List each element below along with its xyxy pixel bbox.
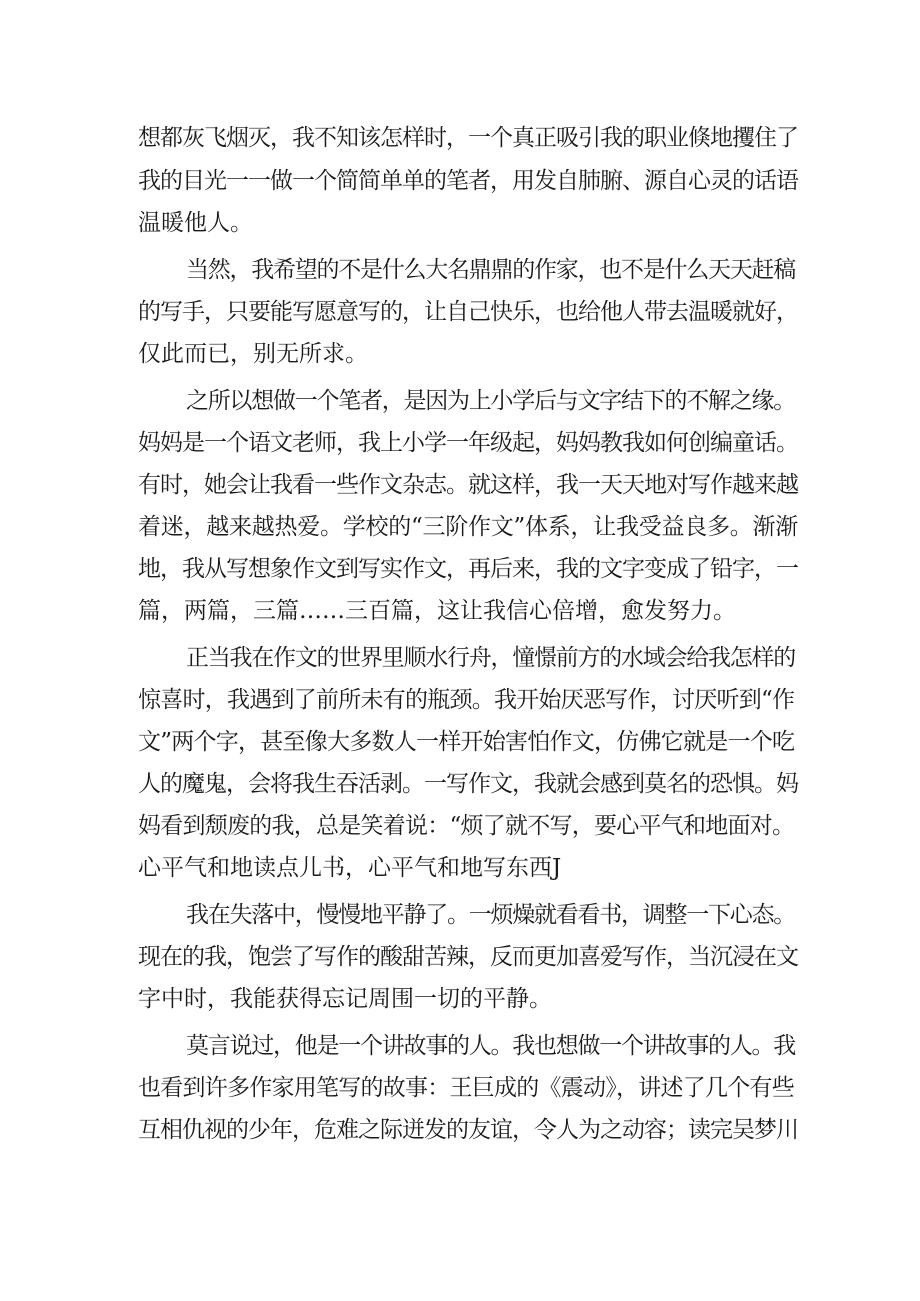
text-line: 互相仇视的少年，危难之际迸发的友谊，令人为之动容；读完吴梦川	[138, 1117, 798, 1143]
text-line: 我的目光一一做一个简简单单的笔者，用发自肺腑、源自心灵的话语	[138, 168, 798, 194]
text-line: 文”两个字，甚至像大多数人一样开始害怕作文，仿佛它就是一个吃	[138, 729, 795, 755]
text-line: 着迷，越来越热爱。学校的“三阶作文”体系，让我受益良多。渐渐	[138, 514, 799, 540]
text-line: 人的魔鬼，会将我生吞活剥。一写作文，我就会感到莫名的恐惧。妈	[138, 771, 798, 797]
text-line: 之所以想做一个笔者，是因为上小学后与文字结下的不解之缘。	[186, 388, 795, 414]
text-line: 想都灰飞烟灭，我不知该怎样时，一个真正吸引我的职业倏地攫住了	[138, 125, 798, 151]
text-line: 当然，我希望的不是什么大名鼎鼎的作家，也不是什么天天赶稿	[186, 257, 795, 283]
text-line: 有时，她会让我看一些作文杂志。就这样，我一天天地对写作越来越	[138, 472, 798, 498]
text-line: 篇，两篇，三篇……三百篇，这让我信心倍增，愈发努力。	[138, 598, 736, 624]
text-line: 温暖他人。	[138, 210, 253, 236]
text-line: 心平气和地读点儿书，心平气和地写东西J	[138, 855, 562, 881]
text-line: 我在失落中，慢慢地平静了。一烦燥就看看书，调整一下心态。	[186, 902, 795, 928]
text-line: 的写手，只要能写愿意写的，让自己快乐，也给他人带去温暖就好，	[138, 299, 798, 325]
text-line: 惊喜时，我遇到了前所未有的瓶颈。我开始厌恶写作，讨厌听到“作	[138, 687, 795, 713]
text-line: 妈妈是一个语文老师，我上小学一年级起，妈妈教我如何创编童话。	[138, 430, 798, 456]
text-line: 仅此而已，别无所求。	[138, 341, 368, 367]
text-line: 莫言说过，他是一个讲故事的人。我也想做一个讲故事的人。我	[186, 1033, 795, 1059]
text-line: 现在的我，饱尝了写作的酸甜苦辣，反而更加喜爱写作，当沉浸在文	[138, 944, 798, 970]
text-line: 字中时，我能获得忘记周围一切的平静。	[138, 986, 552, 1012]
text-line: 妈看到颓废的我，总是笑着说：“烦了就不写，要心平气和地面对。	[138, 813, 795, 839]
text-line: 地，我从写想象作文到写实作文，再后来，我的文字变成了铅字，一	[138, 556, 798, 582]
text-line: 正当我在作文的世界里顺水行舟，憧憬前方的水域会给我怎样的	[186, 645, 795, 671]
text-line: 也看到许多作家用笔写的故事：王巨成的《震动》，讲述了几个有些	[138, 1075, 794, 1101]
